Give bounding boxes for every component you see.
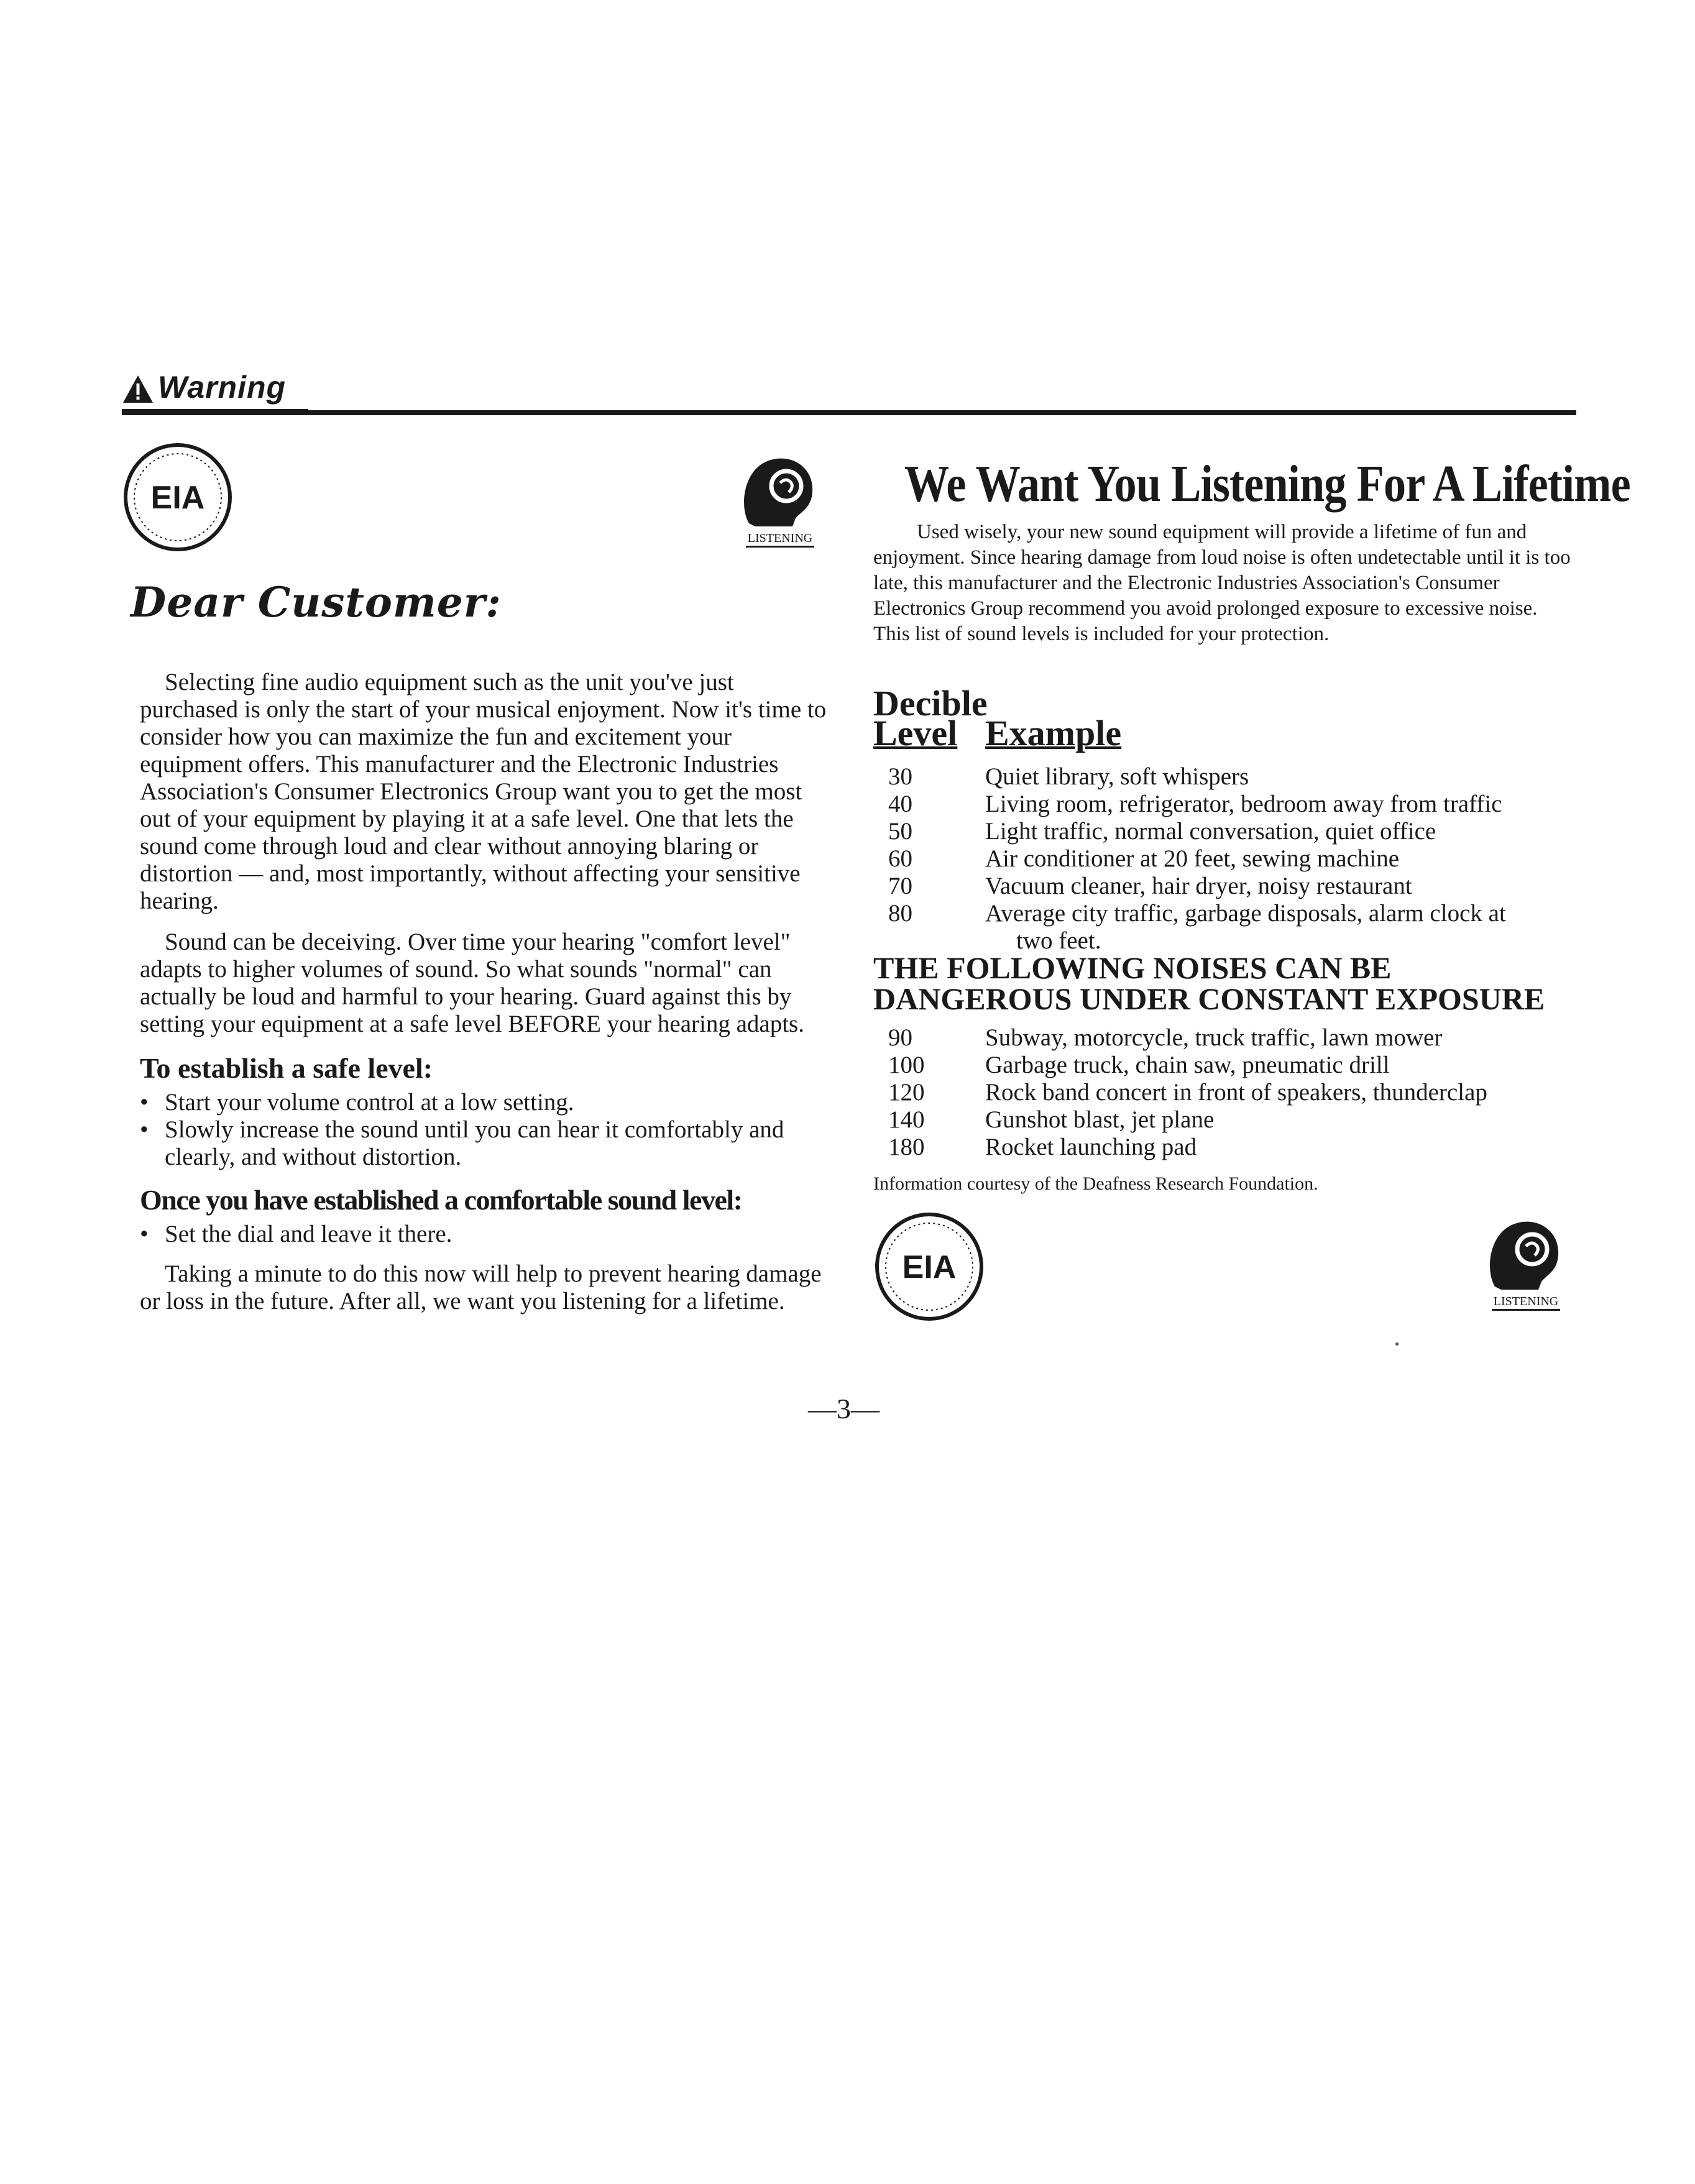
bullet-icon: • bbox=[140, 1221, 149, 1247]
table-row: 90 Subway, motorcycle, truck traffic, lawn mower bbox=[888, 1024, 1443, 1051]
salutation: Dear Customer: bbox=[131, 578, 502, 626]
deceiving-paragraph: Sound can be deceiving. Over time your hearing "comfort level" adapts to higher volumes of sound. So what sounds "normal" can actually be loud and harmful to your hearing. Guard against this by setting your equipment at a safe level BEFORE your hearing adapts. bbox=[140, 929, 804, 1037]
table-row: 140 Gunshot blast, jet plane bbox=[888, 1106, 1215, 1133]
eia-logo-text: EIA bbox=[902, 1249, 957, 1285]
closing-paragraph: Taking a minute to do this now will help to prevent hearing damage or loss in the future. After all, we want you listening for a lifetime. bbox=[140, 1260, 822, 1315]
safe-level-list bbox=[140, 1089, 830, 1171]
header-rule bbox=[122, 410, 1576, 415]
table-row: 40 Living room, refrigerator, bedroom away from traffic bbox=[888, 791, 1502, 817]
warning-triangle-icon bbox=[122, 374, 154, 404]
bullet-icon: • bbox=[140, 1089, 149, 1116]
list-item: • Start your volume control at a low setting. bbox=[140, 1089, 574, 1116]
page-number: —3— bbox=[808, 1393, 880, 1425]
bullet-icon: • bbox=[140, 1116, 149, 1143]
listening-head-icon bbox=[737, 449, 824, 554]
left-column bbox=[140, 669, 830, 1329]
example-label: Example bbox=[985, 713, 1122, 753]
list-item: • Slowly increase the sound until you can hear it comfortably and clearly, and without distortion. bbox=[140, 1116, 784, 1170]
page-title: We Want You Listening For A Lifetime bbox=[904, 455, 1630, 513]
warning-label: Warning bbox=[158, 370, 287, 405]
listening-head-icon bbox=[1482, 1212, 1569, 1318]
table-row: 60 Air conditioner at 20 feet, sewing machine bbox=[888, 845, 1400, 872]
eia-logo-icon bbox=[873, 1211, 985, 1323]
scan-speck bbox=[1395, 1342, 1399, 1346]
safe-level-heading: To establish a safe level: bbox=[140, 1052, 433, 1084]
intro-paragraph: Selecting fine audio equipment such as the unit you've just purchased is only the start of your musical enjoyment. Now it's time to consider how you can maximize the fun and excitement your equipment offers. This manufacturer and the Electronic Industries Association's Consumer Electronics Group want you to get the most out of your equipment by playing it at a safe level. One that lets the sound come through loud and clear without annoying blaring or distortion — and, most importantly, without affecting your sensitive hearing. bbox=[140, 669, 827, 914]
table-header bbox=[873, 683, 1122, 753]
sound-level-table bbox=[873, 763, 1582, 955]
danger-heading: THE FOLLOWING NOISES CAN BE DANGEROUS UNDER CONSTANT EXPOSURE bbox=[873, 950, 1545, 1016]
intro-text: Used wisely, your new sound equipment will provide a lifetime of fun and enjoyment. Since hearing damage from loud noise is often undetectable until it is too late, this manufacturer and the Electronic Industries Association's Consumer Electronics Group recommend you avoid prolonged exposure to excessive noise. This list of sound levels is included for your protection. bbox=[873, 521, 1571, 645]
listening-logo-text: LISTENING bbox=[1493, 1295, 1559, 1308]
dangerous-noise-table bbox=[873, 1024, 1582, 1161]
level-label: Level bbox=[873, 713, 958, 753]
source-credit: Information courtesy of the Deafness Research Foundation. bbox=[873, 1173, 1318, 1194]
comfortable-level-heading: Once you have established a comfortable sound level: bbox=[140, 1184, 742, 1216]
table-row: 80 Average city traffic, garbage disposals, alarm clock at two feet. bbox=[888, 900, 1506, 954]
listening-logo-text: LISTENING bbox=[747, 531, 813, 545]
section-header bbox=[122, 370, 1576, 415]
eia-logo-icon bbox=[122, 441, 234, 553]
table-row: 180 Rocket launching pad bbox=[888, 1134, 1197, 1160]
decible-label: Decible bbox=[873, 683, 988, 723]
eia-logo-text: EIA bbox=[150, 480, 205, 516]
table-row: 100 Garbage truck, chain saw, pneumatic drill bbox=[888, 1052, 1390, 1078]
list-item: • Set the dial and leave it there. bbox=[140, 1221, 452, 1247]
table-row: 50 Light traffic, normal conversation, quiet office bbox=[888, 818, 1436, 845]
table-row: 70 Vacuum cleaner, hair dryer, noisy restaurant bbox=[888, 873, 1412, 899]
table-row: 30 Quiet library, soft whispers bbox=[888, 763, 1249, 790]
table-row: 120 Rock band concert in front of speakers, thunderclap bbox=[888, 1079, 1487, 1106]
comfortable-level-list bbox=[140, 1221, 830, 1248]
